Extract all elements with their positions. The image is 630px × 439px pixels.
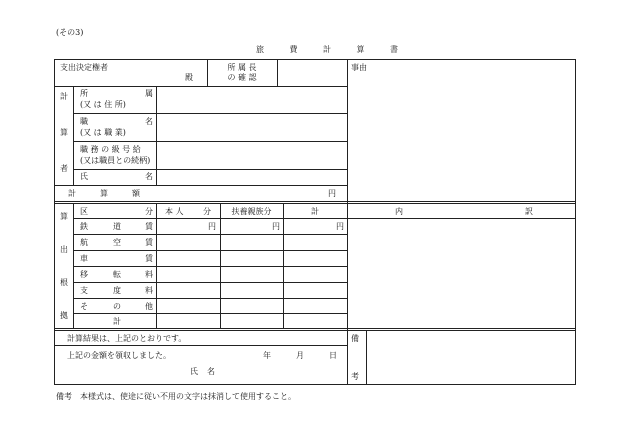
dept-head-line2: の 確 認 [227,73,257,82]
calc-side-char: 者 [60,164,68,173]
col-header-category-right: 分 [145,207,153,216]
breakdown-side-char: 算 [60,212,68,221]
item-char: 道 [113,222,121,231]
divider [54,86,347,87]
item-char: 移 [80,270,88,279]
unit-total: 円 [336,222,344,231]
item-char: 賃 [145,222,153,231]
name-label-left: 氏 [190,367,198,376]
row-sublabel: (又は職員との続柄) [80,156,151,165]
amount-char: 計 [68,189,76,198]
divider [54,345,347,346]
col-header-category-left: 区 [80,207,88,216]
row-label-left: 職 [80,117,88,126]
amount-char: 算 [100,189,108,198]
year-label: 年 [263,351,271,360]
row-label: 職 務 の 級 号 給 [80,145,141,154]
title-char: 費 [289,45,298,54]
result-text: 計算結果は、上記のとおりです。 [67,334,187,343]
row-sublabel: (又 は 職 業) [80,128,126,137]
row-label-left: 所 [80,89,88,98]
remarks-char: 備 [351,334,359,343]
row-label-right: 属 [145,89,153,98]
divider [73,298,347,299]
item-char: 賃 [145,238,153,247]
item-char: 料 [145,270,153,279]
divider [73,218,576,219]
dept-head-line1: 所 属 長 [227,63,257,72]
col-header-detail-left: 内 [395,207,403,216]
col-header-self-right: 分 [203,207,211,216]
divider [73,266,347,267]
day-label: 日 [329,351,337,360]
breakdown-side-char: 根 [60,278,68,287]
divider [73,113,347,114]
note-label: 備考 [56,392,72,401]
item-char: 支 [80,286,88,295]
calc-side-char: 算 [60,128,68,137]
divider [54,203,576,204]
divider [54,330,576,331]
divider [156,86,157,185]
item-char: 度 [113,286,121,295]
divider [277,59,278,86]
amount-unit: 円 [328,189,336,198]
divider [73,169,347,170]
divider [73,282,347,283]
title-char: 旅 [256,45,264,54]
divider [54,328,576,329]
divider [73,313,347,314]
item-char: 空 [113,238,121,247]
page-label: (その3) [56,28,84,37]
honorific: 殿 [185,73,193,82]
item-char: 料 [145,286,153,295]
receipt-text: 上記の金額を領収しました。 [67,351,171,360]
note-text: 本様式は、使途に従い不用の文字は抹消して使用すること。 [80,392,296,401]
item-char: 車 [80,254,88,263]
row-label-right: 名 [145,172,153,181]
form-title [256,45,398,55]
item-char: 賃 [145,254,153,263]
col-header-self-left: 本 人 [165,207,184,216]
col-header-detail-right: 訳 [525,207,533,216]
calc-side-char: 計 [60,92,68,101]
amount-char: 額 [132,189,140,198]
item-char: 転 [113,270,121,279]
breakdown-side-char: 拠 [60,311,68,320]
col-header-total: 計 [311,207,319,216]
divider [366,330,367,385]
col-header-family: 扶養親族分 [231,207,272,216]
divider [54,185,347,186]
approver-label: 支出決定権者 [60,63,108,72]
divider [73,86,74,185]
item-char: 鉄 [80,222,88,231]
item-char: 他 [145,302,153,311]
divider [73,234,347,235]
unit-family: 円 [272,222,280,231]
items-total-label: 計 [113,317,121,326]
month-label: 月 [296,351,304,360]
divider [347,59,348,385]
title-char: 計 [323,45,331,54]
divider [73,141,347,142]
amount-label [68,189,140,199]
unit-self: 円 [208,222,216,231]
row-label-right: 名 [145,117,153,126]
title-char: 書 [390,45,398,54]
item-char: 航 [80,238,88,247]
item-char: の [113,302,121,311]
row-label-left: 氏 [80,172,88,181]
item-char: そ [80,302,88,311]
row-sublabel: (又 は 住 所) [80,100,126,109]
remarks-char: 考 [351,372,359,381]
name-label-right: 名 [207,367,215,376]
divider [54,201,576,202]
reason-label: 事由 [351,63,367,72]
divider [73,250,347,251]
breakdown-side-char: 出 [60,245,68,254]
title-char: 算 [356,45,365,54]
